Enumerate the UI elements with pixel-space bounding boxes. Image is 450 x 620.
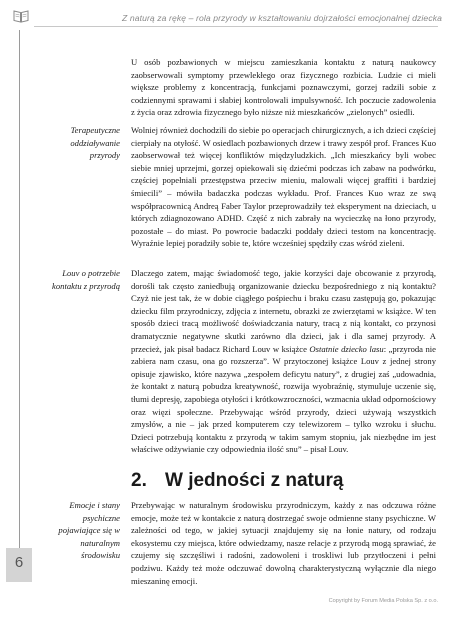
running-header <box>0 0 450 34</box>
header-rule <box>34 26 438 27</box>
side-note-emotions: Emocje i stany psychiczne pojawiające się w naturalnym środowisku <box>58 500 120 561</box>
margin-rule <box>19 30 20 550</box>
page-number: 6 <box>14 554 24 571</box>
paragraph-4: Przebywając w naturalnym środowisku przyrodniczym, każdy z nas odczuwa różne emocje, może też w kontakcie z naturą dostrzegać swoje odmienne stany psychiczne. W zależności od tego, w jakiej sytuacji znajdujemy się na łonie natury, od rodzaju ekosystemu czy miejsca, które odwiedzamy, nasze relacje z przyrodą mogą sprawiać, że czujemy się szczęśliwi i radośni, zadowoleni i troskliwi lub przytłoczeni i pełni podziwu. Każdy też może odczuwać dowolną charakterystyczną wyłącznie dla niego mieszaninę emocji. <box>131 500 436 586</box>
paragraph-3: Dlaczego zatem, mając świadomość tego, jakie korzyści daje obcowanie z przyrodą, dorośli tak często zaniedbują organizowanie dziecku bezpośredniego z nią kontaktu? Czyż nie jest tak, że w dobie ciągłego pośpiechu i braku czasu zastępują go, pokazując dziecku film przyrodniczy, zdjęcia z internetu, obrazki ze zwierzętami w książce. W ten sposób dzieci tracą możliwość doświadczania natury, tracą z nią kontakt, co przynosi dramatycznie negatywne skutki zarówno dla dzieci, jak i dla samej przyrody. A przecież, jak pisał badacz Richard Louv w książce Ostatnie dziecko lasu: „przyroda nie zabiera nam czasu, ona go rozszerza”. W przytoczonej książce Louv z jednej strony opisuje zjawisko, które nazywa „zespołem deficytu natury”, z drugiej zaś „udowadnia, że kontakt z naturą pobudza kreatywność, rozwija wyobraźnię, stymuluje uczenie się, tłumi depresję, zapobiega otyłości i krótkowzroczności, wzmacnia układ odpornościowy oraz więzi społeczne. Przebywając wśród przyrody, dzieci używają wszystkich zmysłów, a nie – jak przed komputerem czy telewizorem – tylko wzroku i słuchu. Dzieci potrzebują kontaktu z przyrodą w takim samym stopniu, jak niezbędne im jest właściwe odżywianie czy odpowiednia ilość snu” – pisał Louv. <box>131 268 437 455</box>
book-icon <box>12 7 30 25</box>
chapter-heading <box>131 470 436 492</box>
footer-copyright: Copyright by Forum Media Polska Sp. z o.o. <box>328 598 438 604</box>
chapter-number: 2. <box>131 470 147 491</box>
chapter-title: W jedności z naturą <box>165 470 344 491</box>
side-note-louv: Louv o potrzebie kontaktu z przyrodą <box>52 268 120 291</box>
book-title: Ostatnie dziecko lasu <box>309 343 384 354</box>
header-title: Z naturą za rękę – rola przyrody w kształtowaniu dojrzałości emocjonalnej dziecka <box>121 13 442 23</box>
paragraph-1: U osób pozbawionych w miejscu zamieszkania kontaktu z naturą naukowcy zaobserwowali symptomy przewlekłego oraz fizycznego rozbicia. Ludzie ci mieli większe problemy z koncentracją, funkcjami poznawczymi, gorzej radzili sobie z codziennymi sprawami i słabiej kontrolowali impulsywność. Ich poczucie zadowolenia z życia oraz zdrowia fizycznego było niższe niż mieszkańców „zielonych” osiedli. <box>131 57 436 118</box>
paragraph-2: Wolniej również dochodzili do siebie po operacjach chirurgicznych, a ich dzieci częściej cierpiały na otyłość. W osiedlach pozbawionych drzew i trawy zespół prof. Frances Kuo zaobserwował też więcej konfliktów międzyludzkich. „Ich mieszkańcy byli wobec siebie mniej uprzejmi, gorzej opiekowali się dziećmi podczas ich zabaw na podwórku, częściej popełniali przestępstwa przeciw mieniu, malowali więcej graffiti i bardziej śmiecili” – mówiła badaczka podczas wykładu. Prof. Frances Kuo wraz ze swą współpracownicą Andreą Faber Taylor przeprowadziły też eksperyment na dzieciach, u których zdiagnozowano ADHD. Część z nich zabrały na wycieczkę na łono przyrody, pozostałe – do miast. Po powrocie badaczki poddały dzieci testom na koncentrację. Wyraźnie lepiej poradziły sobie te, które wcześniej spędziły czas wśród zieleni. <box>131 125 436 249</box>
side-note-therapy: Terapeutyczne oddziaływanie przyrody <box>70 125 120 161</box>
